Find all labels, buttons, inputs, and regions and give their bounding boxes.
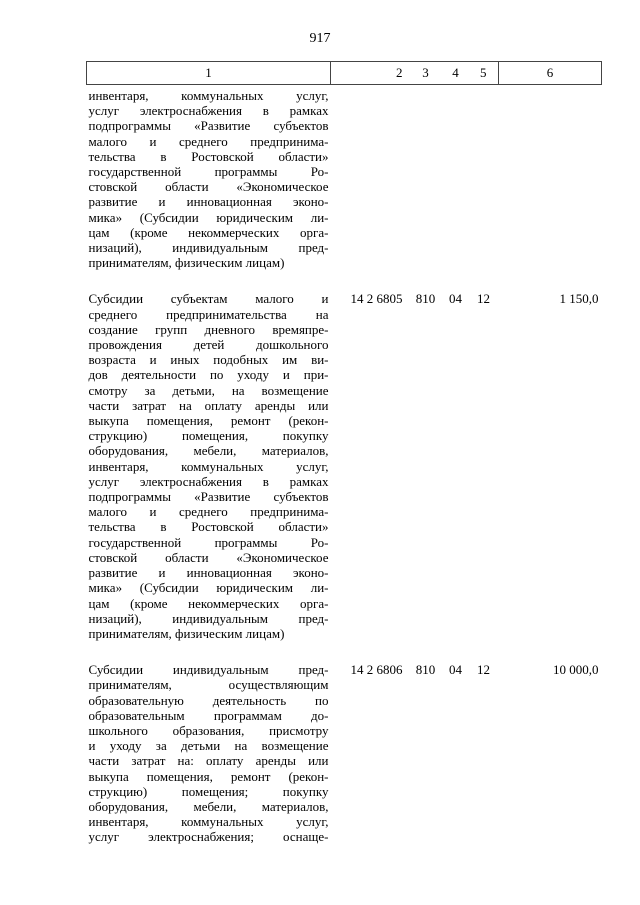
description-line: образовательным программам до- (88, 707, 329, 723)
row-target-code: 14 2 6805 (350, 291, 403, 307)
description-line: возраста и иных подобных им ви- (88, 352, 329, 368)
header-col-1: 1 (87, 62, 331, 85)
description-line: тельства в Ростовской области» (88, 519, 329, 535)
description-line: и уходу за детьми на возмещение (88, 738, 329, 754)
row-amount (499, 85, 602, 290)
description-line: услуг электроснабжения в рамках (88, 473, 329, 489)
description-line: части затрат на оплату аренды или (88, 397, 329, 413)
description-line: дов деятельности по уходу и при- (88, 367, 329, 383)
description-line: выкупа помещения, ремонт (рекон- (88, 768, 329, 784)
description-line: инвентаря, коммунальных услуг, (88, 814, 329, 830)
row-description (87, 660, 331, 844)
row-amount: 1 150,0 (559, 291, 599, 307)
description-line: подпрограммы «Развитие субъектов (88, 489, 329, 505)
description-line: провождения детей дошкольного (88, 337, 329, 353)
row-section: 04 (449, 662, 462, 678)
description-line: тельства в Ростовской области» (88, 148, 329, 164)
description-line: принимателям, физическим лицам) (88, 255, 285, 271)
description-line: подпрограммы «Развитие субъектов (88, 118, 329, 134)
row-subsection (469, 85, 499, 290)
row-target-code: 14 2 6806 (350, 662, 403, 678)
description-line: части затрат на: оплату аренды или (88, 753, 329, 769)
description-line: среднего предпринимательства на (88, 306, 329, 322)
table-header-row (87, 62, 602, 85)
row-expense-type: 810 (415, 662, 436, 678)
description-line: развитие и инновационная эконо- (88, 194, 329, 210)
description-line: мика» (Субсидии юридическим ли- (88, 209, 329, 225)
description-line: инвентаря, коммунальных услуг, (88, 88, 329, 103)
table-row (87, 660, 602, 844)
budget-table (86, 61, 602, 845)
row-section (443, 85, 469, 290)
budget-table-wrapper (86, 61, 601, 845)
description-line: малого и среднего предпринима- (88, 133, 329, 149)
description-line: государственной программы Ро- (88, 534, 329, 550)
description-line: низаций), индивидуальным пред- (88, 240, 329, 256)
description-line: услуг электроснабжения; оснаще- (88, 829, 329, 845)
description-line: стовской области «Экономическое (88, 179, 329, 195)
description-line: инвентаря, коммунальных услуг, (88, 458, 329, 474)
row-expense-type (409, 85, 443, 290)
description-line: услуг электроснабжения в рамках (88, 103, 329, 119)
row-subsection: 12 (477, 291, 490, 307)
description-line: развитие и инновационная эконо- (88, 565, 329, 581)
description-line: цам (кроме некоммерческих орга- (88, 224, 329, 240)
description-line: Субсидии индивидуальным пред- (88, 662, 329, 678)
table-row (87, 85, 602, 290)
header-col-4: 4 (443, 62, 469, 85)
description-line: стовской области «Экономическое (88, 549, 329, 565)
description-line: выкупа помещения, ремонт (рекон- (88, 413, 329, 429)
table-row (87, 289, 602, 660)
row-description (87, 289, 331, 660)
table-body (87, 85, 602, 845)
row-target-code (331, 85, 409, 290)
header-col-5: 5 (469, 62, 499, 85)
description-line: образовательную деятельность по (88, 692, 329, 708)
description-line: смотру за детьми, на возмещение (88, 382, 329, 398)
row-section: 04 (449, 291, 462, 307)
row-subsection: 12 (477, 662, 490, 678)
page-number: 917 (309, 31, 331, 46)
description-line: струкцию) помещения, покупку (88, 428, 329, 444)
description-line: оборудования, мебели, материалов, (88, 798, 329, 814)
description-line: Субсидии субъектам малого и (88, 291, 329, 307)
description-line: цам (кроме некоммерческих орга- (88, 595, 329, 611)
row-description (87, 85, 331, 290)
description-line: оборудования, мебели, материалов, (88, 443, 329, 459)
description-line: школьного образования, присмотру (88, 722, 329, 738)
description-line: низаций), индивидуальным пред- (88, 610, 329, 626)
description-line: струкцию) помещения; покупку (88, 783, 329, 799)
description-line: мика» (Субсидии юридическим ли- (88, 580, 329, 596)
header-col-2: 2 (331, 62, 409, 85)
description-line: государственной программы Ро- (88, 164, 329, 180)
header-col-3: 3 (409, 62, 443, 85)
header-col-6: 6 (499, 62, 602, 85)
description-line: принимателям, физическим лицам) (88, 625, 285, 641)
description-line: принимателям, осуществляющим (88, 677, 329, 693)
row-expense-type: 810 (415, 291, 436, 307)
description-line: малого и среднего предпринима- (88, 504, 329, 520)
description-line: создание групп дневного времяпре- (88, 321, 329, 337)
row-amount: 10 000,0 (553, 662, 599, 678)
